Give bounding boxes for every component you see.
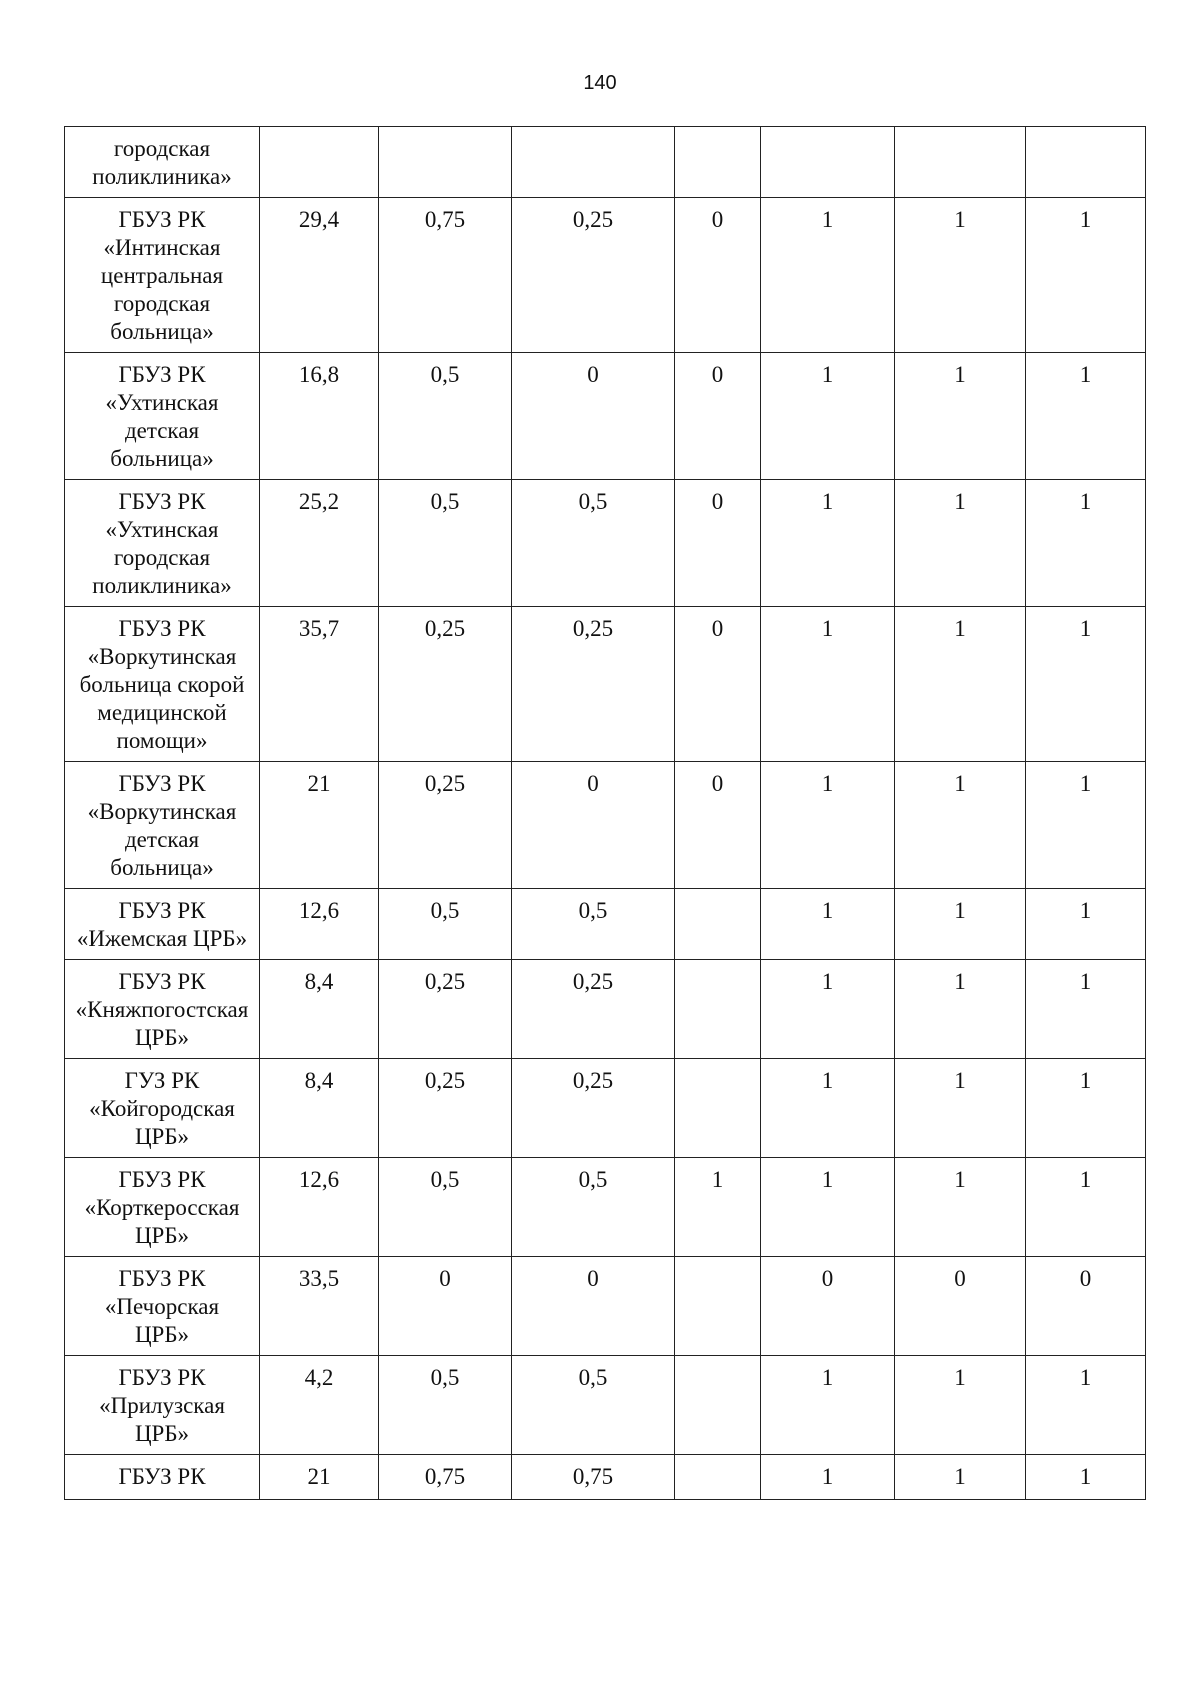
table-row [65,1059,1146,1158]
value-cell: 1 [1026,960,1146,1059]
value-cell: 1 [895,607,1026,762]
institution-name-cell: ГБУЗ РК [65,1455,260,1500]
institution-name-cell: ГБУЗ РК «Ухтинская детская больница» [65,353,260,480]
value-cell: 0 [675,480,761,607]
table-row [65,1158,1146,1257]
value-cell [761,127,895,198]
value-cell: 1 [895,960,1026,1059]
value-cell: 0 [675,353,761,480]
value-cell [1026,127,1146,198]
institution-name-cell: ГУЗ РК «Койгородская ЦРБ» [65,1059,260,1158]
value-cell: 1 [895,762,1026,889]
value-cell: 29,4 [260,198,379,353]
value-cell: 0,75 [512,1455,675,1500]
value-cell: 1 [1026,1455,1146,1500]
value-cell: 12,6 [260,1158,379,1257]
value-cell: 1 [761,889,895,960]
value-cell: 1 [895,1059,1026,1158]
value-cell: 0,25 [512,198,675,353]
value-cell: 1 [761,1455,895,1500]
institution-name-cell: ГБУЗ РК «Прилузская ЦРБ» [65,1356,260,1455]
value-cell [675,1059,761,1158]
institution-name-cell: ГБУЗ РК «Воркутинская больница скорой медицинской помощи» [65,607,260,762]
value-cell: 4,2 [260,1356,379,1455]
table-row [65,1455,1146,1500]
value-cell: 1 [761,607,895,762]
value-cell: 0,25 [512,960,675,1059]
value-cell [379,127,512,198]
table-row [65,198,1146,353]
value-cell: 0,5 [379,480,512,607]
value-cell: 1 [1026,1158,1146,1257]
value-cell: 0,5 [379,353,512,480]
value-cell: 0 [1026,1257,1146,1356]
value-cell: 35,7 [260,607,379,762]
institution-name-cell: ГБУЗ РК «Интинская центральная городская больница» [65,198,260,353]
value-cell: 1 [1026,607,1146,762]
table-row [65,960,1146,1059]
value-cell: 1 [895,889,1026,960]
table-row [65,762,1146,889]
institution-name-cell: ГБУЗ РК «Печорская ЦРБ» [65,1257,260,1356]
value-cell: 1 [675,1158,761,1257]
table-row [65,480,1146,607]
institution-name-cell: городская поликлиника» [65,127,260,198]
value-cell [675,960,761,1059]
value-cell: 0 [512,762,675,889]
table-row [65,127,1146,198]
value-cell: 1 [761,1158,895,1257]
data-table [64,126,1146,1500]
value-cell: 0,75 [379,198,512,353]
value-cell: 1 [1026,1356,1146,1455]
institution-name-cell: ГБУЗ РК «Ижемская ЦРБ» [65,889,260,960]
value-cell: 0,5 [379,1356,512,1455]
value-cell: 1 [761,1356,895,1455]
value-cell: 0,75 [379,1455,512,1500]
value-cell [675,127,761,198]
value-cell: 21 [260,762,379,889]
value-cell [895,127,1026,198]
value-cell: 1 [895,1455,1026,1500]
value-cell: 1 [761,1059,895,1158]
value-cell: 1 [761,960,895,1059]
value-cell [675,1455,761,1500]
value-cell: 1 [761,480,895,607]
table-row [65,1257,1146,1356]
table-row [65,1356,1146,1455]
value-cell: 1 [1026,1059,1146,1158]
value-cell: 0,25 [512,607,675,762]
value-cell: 0 [512,353,675,480]
value-cell [675,889,761,960]
value-cell: 0 [379,1257,512,1356]
value-cell [260,127,379,198]
value-cell: 0,25 [512,1059,675,1158]
value-cell: 0,25 [379,607,512,762]
value-cell: 1 [761,762,895,889]
value-cell: 1 [761,198,895,353]
value-cell: 0 [761,1257,895,1356]
page-number: 140 [583,72,617,94]
value-cell: 1 [895,480,1026,607]
value-cell [675,1257,761,1356]
value-cell: 21 [260,1455,379,1500]
value-cell: 0,5 [512,1356,675,1455]
value-cell: 1 [1026,762,1146,889]
value-cell: 0 [512,1257,675,1356]
institution-name-cell: ГБУЗ РК «Ухтинская городская поликлиника» [65,480,260,607]
value-cell: 33,5 [260,1257,379,1356]
value-cell: 1 [761,353,895,480]
value-cell: 0 [675,762,761,889]
value-cell: 1 [1026,480,1146,607]
value-cell: 12,6 [260,889,379,960]
value-cell: 0 [675,198,761,353]
value-cell: 0,5 [512,889,675,960]
table-row [65,889,1146,960]
value-cell: 0 [895,1257,1026,1356]
value-cell: 1 [1026,889,1146,960]
value-cell: 0,5 [512,1158,675,1257]
value-cell: 1 [1026,198,1146,353]
value-cell: 25,2 [260,480,379,607]
value-cell: 0,25 [379,1059,512,1158]
value-cell: 0,5 [379,1158,512,1257]
value-cell: 16,8 [260,353,379,480]
value-cell: 1 [895,198,1026,353]
value-cell [675,1356,761,1455]
value-cell: 0,25 [379,762,512,889]
table-row [65,607,1146,762]
institution-name-cell: ГБУЗ РК «Корткеросская ЦРБ» [65,1158,260,1257]
value-cell: 8,4 [260,960,379,1059]
value-cell: 1 [895,1158,1026,1257]
institution-name-cell: ГБУЗ РК «Княжпогостская ЦРБ» [65,960,260,1059]
value-cell [512,127,675,198]
institution-name-cell: ГБУЗ РК «Воркутинская детская больница» [65,762,260,889]
table-body [65,127,1146,1500]
value-cell: 1 [895,1356,1026,1455]
value-cell: 1 [1026,353,1146,480]
value-cell: 1 [895,353,1026,480]
value-cell: 8,4 [260,1059,379,1158]
value-cell: 0 [675,607,761,762]
value-cell: 0,5 [512,480,675,607]
value-cell: 0,25 [379,960,512,1059]
value-cell: 0,5 [379,889,512,960]
table-row [65,353,1146,480]
